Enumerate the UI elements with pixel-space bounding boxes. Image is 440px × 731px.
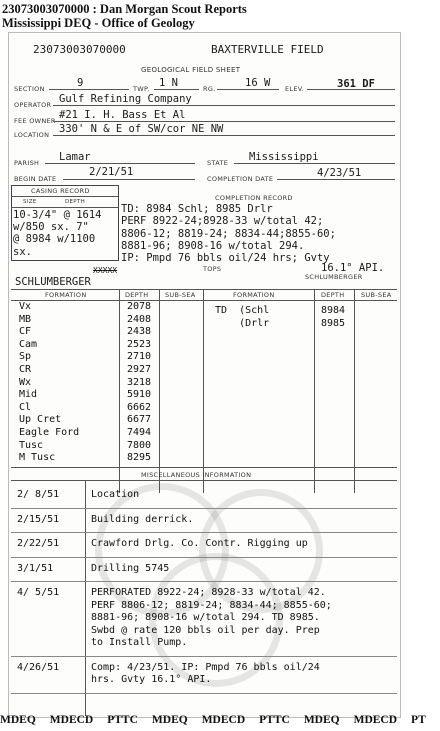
divider xyxy=(11,693,397,694)
misc-text: Drilling 5745 xyxy=(91,562,170,574)
divider xyxy=(11,532,397,533)
depth-cell: 2523 xyxy=(127,338,152,350)
divider xyxy=(11,557,397,558)
depth-cell: 2408 xyxy=(127,313,152,325)
formation-cell: (Drlr xyxy=(215,317,270,329)
divider xyxy=(53,135,395,136)
divider xyxy=(159,289,160,493)
completion-line-4: 8881-96; 8908-16 w/total 294. xyxy=(121,240,305,252)
depth-cell: 8985 xyxy=(321,317,346,329)
divider xyxy=(49,89,129,90)
crossed-out-text: XXXXX xyxy=(93,266,118,275)
misc-date: 2/22/51 xyxy=(17,538,60,549)
completion-line-6: 16.1° API. xyxy=(321,262,385,274)
completion-line-3: 8806-12; 8819-24; 8834-44;8855-60; xyxy=(121,228,336,240)
divider xyxy=(11,289,397,290)
divider xyxy=(11,508,397,509)
state-value: Mississippi xyxy=(249,151,319,163)
footer-watermark xyxy=(0,714,426,726)
misc-info-table xyxy=(9,481,400,717)
footer-word: MDEQ xyxy=(0,714,36,726)
operator-value: Gulf Refining Company xyxy=(59,93,192,105)
footer-word: PT xyxy=(411,714,426,726)
twp-label: TWP. xyxy=(133,85,150,93)
depth-cell: 7800 xyxy=(127,439,152,451)
formation-cell: Cam xyxy=(19,338,38,350)
formation-cell: Tusc xyxy=(19,439,44,451)
depth-header-right: DEPTH xyxy=(321,291,345,299)
state-label: STATE xyxy=(207,159,229,167)
tops-label: TOPS xyxy=(203,265,222,273)
misc-text: to Install Pump. xyxy=(91,637,188,648)
formation-cell: MB xyxy=(19,313,32,325)
divider xyxy=(277,179,395,180)
depth-cell: 5910 xyxy=(127,389,152,401)
depth-header-left: DEPTH xyxy=(125,291,149,299)
depth-cell: 8295 xyxy=(127,452,152,464)
divider xyxy=(53,105,395,106)
report-title: 23073003070000 : Dan Morgan Scout Reports xyxy=(2,2,247,16)
depth-cell: 6662 xyxy=(127,401,152,413)
casing-line-3: @ 8984 w/1100 xyxy=(13,233,96,245)
misc-date: 2/ 8/51 xyxy=(17,489,60,500)
misc-text: Location xyxy=(91,489,140,500)
subsea-header-right: SUB-SEA xyxy=(361,291,392,299)
completion-line-2: PERF 8922-24;8928-33 w/total 42; xyxy=(121,215,324,227)
misc-date: 4/26/51 xyxy=(17,661,60,673)
footer-word: PTTC xyxy=(107,714,138,726)
misc-info-label: MISCELLANEOUS INFORMATION xyxy=(141,471,252,479)
location-value: 330' N & E of SW/cor NE NW xyxy=(59,123,224,135)
depth-cell: 7494 xyxy=(127,427,152,438)
section-value: 9 xyxy=(77,77,84,89)
formation-cell: TD (Schl xyxy=(215,305,270,316)
formation-cell: Wx xyxy=(19,376,32,388)
parish-label: PARISH xyxy=(14,159,40,167)
misc-text: Swbd @ rate 120 bbls oil per day. Prep xyxy=(91,624,320,636)
sheet-title: GEOLOGICAL FIELD SHEET xyxy=(141,66,241,74)
subsea-header-left: SUB-SEA xyxy=(165,291,196,299)
formation-header-left: FORMATION xyxy=(45,291,87,299)
twp-value: 1 N xyxy=(159,77,178,89)
elev-label: ELEV. xyxy=(285,85,305,93)
api-number: 23073003070000 xyxy=(33,43,126,56)
tops-table-right xyxy=(215,301,355,341)
formation-cell: Sp xyxy=(19,351,32,363)
size-label: SIZE xyxy=(23,199,37,205)
elev-value: 361 DF xyxy=(337,78,375,90)
divider xyxy=(307,89,395,90)
misc-text: 8881-96; 8908-16 w/total 294. TD 8985. xyxy=(91,612,320,623)
divider xyxy=(53,121,395,122)
footer-word: MDEQ xyxy=(151,714,188,726)
misc-text: Building derrick. xyxy=(91,513,194,525)
field-name: BAXTERVILLE FIELD xyxy=(211,43,324,56)
formation-cell: Mid xyxy=(19,389,38,401)
misc-text: hrs. Gvty 16.1° API. xyxy=(91,674,212,685)
footer-word: MDECD xyxy=(201,714,246,726)
footer-word: MDEQ xyxy=(303,714,340,726)
completion-line-1: TD: 8984 Schl; 8985 Drlr xyxy=(121,203,273,215)
divider xyxy=(11,581,397,582)
depth-cell: 2438 xyxy=(127,326,152,338)
formation-cell: Up Cret xyxy=(19,414,62,426)
completion-line-5: IP: Pmpd 76 bbls oil/24 hrs; Gvty xyxy=(121,252,330,264)
operator-label: OPERATOR xyxy=(14,101,52,109)
footer-word: PTTC xyxy=(259,714,290,726)
divider xyxy=(11,196,118,197)
casing-line-2: w/850 sx. 7" xyxy=(13,221,89,233)
misc-date: 3/1/51 xyxy=(17,562,54,574)
footer-word: MDECD xyxy=(353,714,398,726)
fee-owner-value: #21 I. H. Bass Et Al xyxy=(59,109,186,121)
parish-value: Lamar xyxy=(59,151,91,163)
formation-cell: CF xyxy=(19,326,32,338)
formation-cell: M Tusc xyxy=(19,452,56,464)
misc-text: Crawford Drlg. Co. Contr. Rigging up xyxy=(91,538,308,549)
tops-table-left xyxy=(19,301,159,493)
formation-cell: Cl xyxy=(19,401,32,413)
location-label: LOCATION xyxy=(14,131,50,139)
report-subtitle: Mississippi DEQ - Office of Geology xyxy=(2,16,195,30)
divider xyxy=(45,163,195,164)
formation-header-right: FORMATION xyxy=(233,291,275,299)
casing-line-4: sx. xyxy=(13,246,32,258)
divider xyxy=(63,179,195,180)
divider xyxy=(154,89,199,90)
misc-text: Comp: 4/23/51. IP: Pmpd 76 bbls oil/24 xyxy=(91,661,320,673)
completion-record-label: COMPLETION RECORD xyxy=(215,194,293,202)
fee-owner-label: FEE OWNER xyxy=(14,117,56,125)
formation-cell: Eagle Ford xyxy=(19,427,80,438)
misc-text: PERFORATED 8922-24; 8928-33 w/total 42. xyxy=(91,587,326,598)
schlumberger-heading: SCHLUMBERGER xyxy=(15,276,91,288)
divider xyxy=(217,89,279,90)
completion-date-value: 4/23/51 xyxy=(317,167,362,179)
rg-value: 16 W xyxy=(245,77,271,89)
depth-cell: 8984 xyxy=(321,305,346,316)
misc-text: PERF 8806-12; 8819-24; 8834-44; 8855-60; xyxy=(91,599,332,611)
divider xyxy=(11,467,397,468)
misc-date: 4/ 5/51 xyxy=(17,587,60,598)
formation-cell: Vx xyxy=(19,301,32,312)
divider xyxy=(234,163,395,164)
begin-date-label: BEGIN DATE xyxy=(14,175,57,183)
misc-date: 2/15/51 xyxy=(17,513,60,525)
schlumberger-small-label: SCHLUMBERGER xyxy=(305,273,363,281)
depth-cell: 6677 xyxy=(127,414,152,426)
divider xyxy=(11,656,397,657)
completion-date-label: COMPLETION DATE xyxy=(207,175,274,183)
divider xyxy=(203,289,204,493)
depth-label: DEPTH xyxy=(65,199,86,205)
section-label: SECTION xyxy=(14,85,45,93)
casing-record-label: CASING RECORD xyxy=(31,187,90,195)
depth-cell: 2927 xyxy=(127,364,152,375)
field-sheet-card xyxy=(8,32,401,718)
footer-word: MDECD xyxy=(49,714,94,726)
depth-cell: 2710 xyxy=(127,351,152,363)
depth-cell: 3218 xyxy=(127,376,152,388)
casing-line-1: 10-3/4" @ 1614 xyxy=(13,209,102,221)
formation-cell: CR xyxy=(19,364,32,375)
rg-label: RG. xyxy=(203,85,216,93)
depth-cell: 2078 xyxy=(127,301,152,312)
divider xyxy=(11,207,118,208)
begin-date-value: 2/21/51 xyxy=(89,166,134,178)
